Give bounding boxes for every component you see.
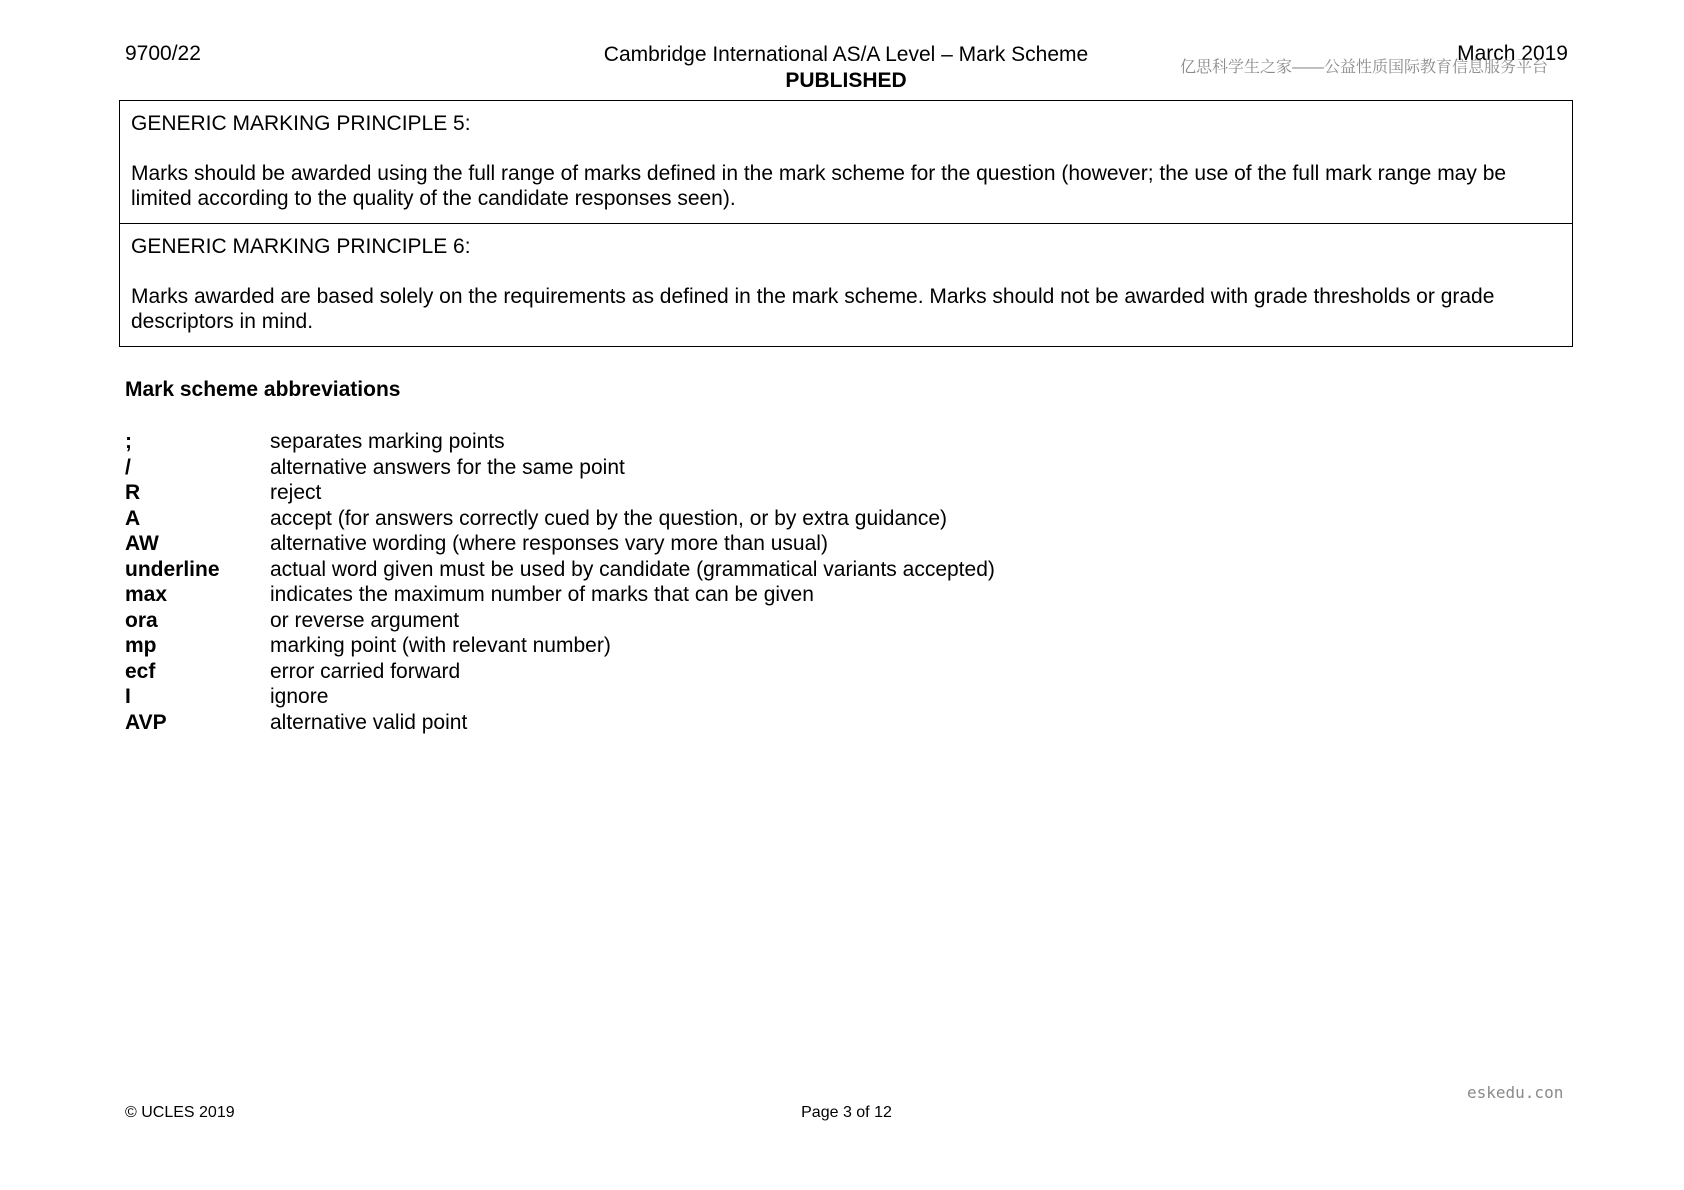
abbreviation-row (125, 684, 995, 710)
abbreviation-meaning: alternative answers for the same point (270, 455, 625, 479)
abbreviation-meaning: actual word given must be used by candidate (grammatical variants accepted) (270, 557, 995, 581)
abbreviation-row (125, 455, 995, 481)
abbreviation-meaning: ignore (270, 685, 329, 708)
abbreviation-row (125, 429, 995, 455)
abbreviations-list (125, 429, 995, 735)
copyright-notice: © UCLES 2019 (125, 1104, 235, 1121)
abbreviation-meaning: error carried forward (270, 659, 461, 683)
watermark-bottom: eskedu.con (1467, 1083, 1564, 1102)
marking-principles-table (119, 100, 1573, 347)
principle-row (120, 101, 1573, 224)
principle-text: Marks should be awarded using the full range of marks defined in the mark scheme for the question (however; the use of the full mark range may be limited according to the quality of the candidate responses seen). (131, 162, 1507, 210)
principle-cell (120, 224, 1573, 347)
abbreviation-meaning: or reverse argument (270, 608, 460, 632)
principle-text: Marks awarded are based solely on the requirements as defined in the mark scheme. Marks should not be awarded with grade thresholds or grade descriptors in mind. (131, 285, 1495, 333)
abbreviation-row (125, 480, 995, 506)
abbreviation-row (125, 608, 995, 634)
abbreviation-row (125, 557, 995, 583)
abbreviation-row (125, 710, 995, 736)
abbreviation-meaning: indicates the maximum number of marks that can be given (270, 583, 814, 606)
abbreviation-key: A (125, 506, 141, 530)
principle-title: GENERIC MARKING PRINCIPLE 6: (131, 235, 471, 258)
abbreviation-key: underline (125, 557, 220, 581)
watermark-top: 亿思科学生之家——公益性质国际教育信息服务平台 (1180, 59, 1549, 76)
abbreviation-row (125, 506, 995, 532)
paper-code: 9700/22 (125, 42, 201, 65)
abbreviation-meaning: marking point (with relevant number) (270, 634, 611, 657)
published-label: PUBLISHED (785, 69, 907, 92)
document-header (520, 42, 1172, 94)
abbreviation-row (125, 659, 995, 685)
abbreviation-meaning: reject (270, 481, 322, 504)
abbreviation-row (125, 633, 995, 659)
abbreviation-key: mp (125, 634, 157, 657)
abbreviation-key: ora (125, 608, 158, 632)
document-title: Cambridge International AS/A Level – Mark Scheme (603, 43, 1089, 66)
abbreviation-key: I (125, 685, 131, 708)
abbreviation-row (125, 531, 995, 557)
abbreviation-key: ; (125, 430, 132, 453)
abbreviation-key: / (125, 455, 131, 479)
abbreviation-key: AW (125, 532, 159, 555)
abbreviations-heading: Mark scheme abbreviations (125, 378, 401, 401)
abbreviation-row (125, 582, 995, 608)
page-number: Page 3 of 12 (801, 1104, 892, 1121)
abbreviation-meaning: alternative wording (where responses vary more than usual) (270, 532, 828, 555)
abbreviation-key: max (125, 583, 168, 606)
abbreviation-key: AVP (125, 710, 167, 734)
abbreviation-meaning: separates marking points (270, 430, 505, 453)
abbreviation-meaning: accept (for answers correctly cued by the question, or by extra guidance) (270, 506, 948, 530)
exam-date: March 2019 (1457, 42, 1568, 65)
principle-cell (120, 101, 1573, 224)
abbreviation-key: ecf (125, 659, 156, 683)
abbreviation-key: R (125, 481, 141, 504)
principle-title: GENERIC MARKING PRINCIPLE 5: (131, 112, 471, 135)
abbreviation-meaning: alternative valid point (270, 710, 468, 734)
principle-row (120, 224, 1573, 347)
